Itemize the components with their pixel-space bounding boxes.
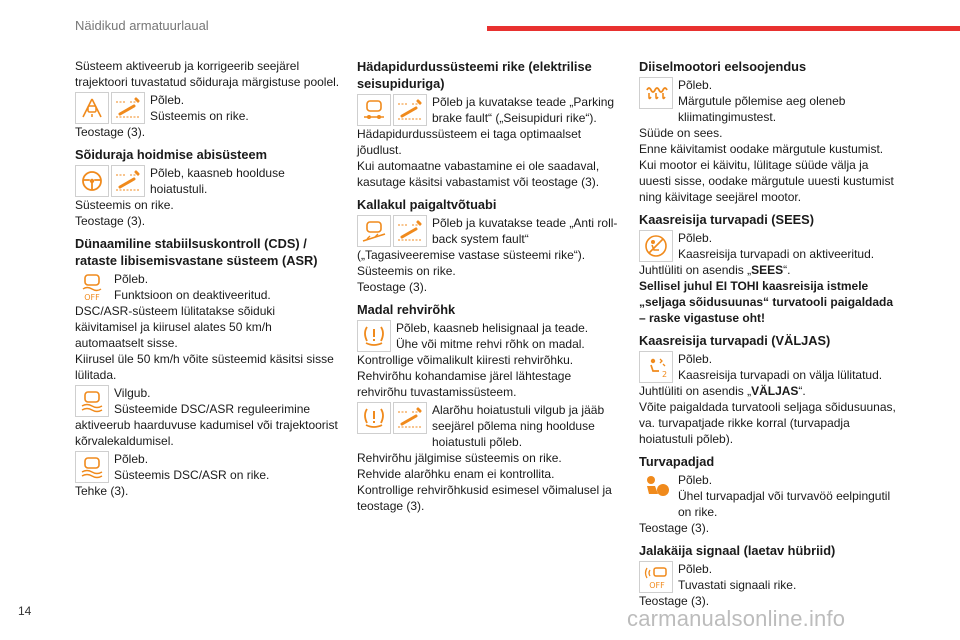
- airbag-child-seat-icon: [639, 230, 673, 262]
- column-2: [357, 58, 619, 514]
- action-text: Teostage (3).: [639, 521, 710, 535]
- state-text: Põleb ja kuvatakse teade „Parking brake fault“ („Seisupiduri rike“).: [432, 95, 615, 125]
- state-text: Põleb.: [678, 352, 713, 366]
- paragraph: Võite paigaldada turvatooli seljaga sõidusuunas, va. turvapatjade rikke korral (turvapadja hoiatustuli põleb).: [639, 400, 896, 446]
- heading-parking-brake: Hädapidurdussüsteemi rike (elektrilise seisupiduriga): [357, 59, 592, 91]
- state-text: Põleb.: [678, 473, 713, 487]
- state-text: Põleb, kaasneb helisignaal ja teade.: [396, 321, 589, 335]
- state-text: Põleb.: [114, 452, 149, 466]
- service-wrench-icon: [111, 165, 145, 197]
- switch-position-text: Juhtlüliti on asendis „VÄLJAS“.: [639, 384, 806, 398]
- switch-position-text: Juhtlüliti on asendis „SEES“.: [639, 263, 791, 277]
- svg-text:2: 2: [662, 370, 668, 379]
- column-1: [75, 58, 340, 499]
- desc-text: Funktsioon on deaktiveeritud.: [114, 288, 271, 302]
- desc-text: Tuvastati signaali rike.: [678, 578, 797, 592]
- state-text: Põleb.: [678, 231, 713, 245]
- heading-airbags: Turvapadjad: [639, 454, 715, 469]
- airbag-off-row: [639, 351, 901, 383]
- airbag-warning-icon: [639, 472, 673, 504]
- dsc-paragraph: Kiirusel üle 50 km/h võite süsteemid käsitsi sisse lülitada.: [75, 352, 334, 382]
- svg-text:OFF: OFF: [84, 293, 100, 302]
- airbag-off-icon: [639, 351, 673, 383]
- lane-fault-row: [75, 92, 340, 124]
- glow-plug-icon: [639, 77, 673, 109]
- dsc-fault-row: [75, 451, 340, 483]
- paragraph: Süsteemis on rike.: [357, 264, 456, 278]
- heading-pedestrian-signal: Jalakäija signaal (laetav hübriid): [639, 543, 836, 558]
- heading-hill-assist: Kallakul paigaltvõtuabi: [357, 197, 497, 212]
- parking-brake-row: [357, 94, 619, 126]
- paragraph: Kontrollige rehvirõhkusid esimesel võimalusel ja teostage (3).: [357, 483, 612, 513]
- paragraph: Enne käivitamist oodake märgutule kustumist.: [639, 142, 884, 156]
- service-wrench-icon: [393, 215, 427, 247]
- tyre-row: [357, 320, 619, 352]
- pedestrian-signal-off-icon: [639, 561, 673, 593]
- tyre-pressure-icon: [357, 320, 391, 352]
- state-text: Vilgub.: [114, 386, 151, 400]
- state-text: Alarõhu hoiatustuli vilgub ja jääb seejärel põlema ning hoolduse hoiatustuli põleb.: [432, 403, 605, 449]
- desc-text: Süsteemis on rike.: [150, 109, 249, 123]
- state-text: Põleb.: [150, 93, 185, 107]
- paragraph: Kontrollige võimalikult kiiresti rehvirõhku.: [357, 353, 574, 367]
- desc-text: Märgutule põlemise aeg oleneb kliimatingimustest.: [678, 94, 846, 124]
- desc-text: Ühel turvapadjal või turvavöö eelpingutil on rike.: [678, 489, 891, 519]
- airbag-on-row: [639, 230, 901, 262]
- action-text: Teostage (3).: [639, 594, 710, 608]
- action-text: Teostage (3).: [357, 280, 428, 294]
- state-text: Põleb.: [678, 78, 713, 92]
- tyre-blink-row: [357, 402, 619, 450]
- action-text: Teostage (3).: [75, 214, 146, 228]
- hill-assist-row: [357, 215, 619, 247]
- desc-text: Kaasreisija turvapadi on aktiveeritud.: [678, 247, 875, 261]
- state-text: Põleb, kaasneb hoolduse hoiatustuli.: [150, 166, 285, 196]
- dsc-skid-icon: [75, 385, 109, 417]
- lane-keep-row: [75, 165, 340, 197]
- paragraph: Rehvirõhu jälgimise süsteemis on rike.: [357, 451, 562, 465]
- paragraph: Hädapidurdussüsteem ei taga optimaalset jõudlust.: [357, 127, 582, 157]
- paragraph: Rehvirõhu kohandamise järel lähtestage rehvirõhu tuvastamissüsteem.: [357, 369, 572, 399]
- desc-text: Süsteemide DSC/ASR reguleerimine aktiveerub haarduvuse kadumisel või trajektoorist kõrvalekaldumisel.: [75, 402, 338, 448]
- watermark-text: carmanualsonline.info: [627, 606, 846, 631]
- heading-dsc-asr: Dünaamiline stabiilsuskontroll (CDS) / rataste libisemisvastane süsteem (ASR): [75, 236, 318, 268]
- steering-wheel-icon: [75, 165, 109, 197]
- svg-text:OFF: OFF: [649, 581, 665, 590]
- action-text: Tehke (3).: [75, 484, 129, 498]
- dsc-skid-icon: [75, 451, 109, 483]
- service-wrench-icon: [393, 94, 427, 126]
- heading-preheat: Diiselmootori eelsoojendus: [639, 59, 807, 74]
- hill-start-icon: [357, 215, 391, 247]
- paragraph: Süüde on sees.: [639, 126, 723, 140]
- paragraph: Kui mootor ei käivitu, lülitage süüde välja ja uuesti sisse, oodake märgutule uuesti kustumist ning käivitage seejärel mootor.: [639, 158, 894, 204]
- dsc-off-row: [75, 271, 340, 303]
- dsc-off-icon: [75, 271, 109, 303]
- paragraph: Rehvide alarõhku enam ei kontrollita.: [357, 467, 555, 481]
- page-number: 14: [18, 604, 32, 618]
- pedestrian-row: [639, 561, 901, 593]
- brake-assist-icon: [357, 94, 391, 126]
- tyre-pressure-icon: [357, 402, 391, 434]
- heading-airbag-off: Kaasreisija turvapadi (VÄLJAS): [639, 333, 831, 348]
- desc-text: Kaasreisija turvapadi on välja lülitatud.: [678, 368, 883, 382]
- action-text: Teostage (3).: [75, 125, 146, 139]
- airbag-warning-text: Sellisel juhul EI TOHI kaasreisija istmele „seljaga sõidusuunas“ turvatooli paigaldada – raske vigastuse oht!: [639, 279, 894, 325]
- header-accent-bar: [487, 26, 960, 31]
- lane-departure-icon: [75, 92, 109, 124]
- dsc-paragraph: DSC/ASR-süsteem lülitatakse sõiduki käivitamisel ja kiirusel alates 50 km/h automaatselt sisse.: [75, 304, 276, 350]
- desc-text: Ühe või mitme rehvi rõhk on madal.: [396, 337, 585, 351]
- paragraph: Kui automaatne vabastamine ei ole saadaval, kasutage käsitsi vabastamist või teostage (3).: [357, 159, 600, 189]
- heading-airbag-on: Kaasreisija turvapadi (SEES): [639, 212, 814, 227]
- desc-text: Süsteemis on rike.: [75, 198, 174, 212]
- column-3: [639, 58, 901, 609]
- heading-lane-keep: Sõiduraja hoidmise abisüsteem: [75, 147, 268, 162]
- lane-intro-text: Süsteem aktiveerub ja korrigeerib seejärel trajektoori tuvastatud sõiduraja märgistuse poolel.: [75, 59, 340, 89]
- airbags-row: [639, 472, 901, 520]
- state-text: Põleb.: [678, 562, 713, 576]
- service-wrench-icon: [393, 402, 427, 434]
- heading-tyre-pressure: Madal rehvirõhk: [357, 302, 456, 317]
- state-text: Põleb.: [114, 272, 149, 286]
- preheat-row: [639, 77, 901, 125]
- paragraph: („Tagasiveeremise vastase süsteemi rike“).: [357, 248, 586, 262]
- section-title: Näidikud armatuurlaual: [75, 18, 209, 33]
- desc-text: Süsteemis DSC/ASR on rike.: [114, 468, 270, 482]
- service-wrench-icon: [111, 92, 145, 124]
- state-text: Põleb ja kuvatakse teade „Anti roll-back system fault“: [432, 216, 618, 246]
